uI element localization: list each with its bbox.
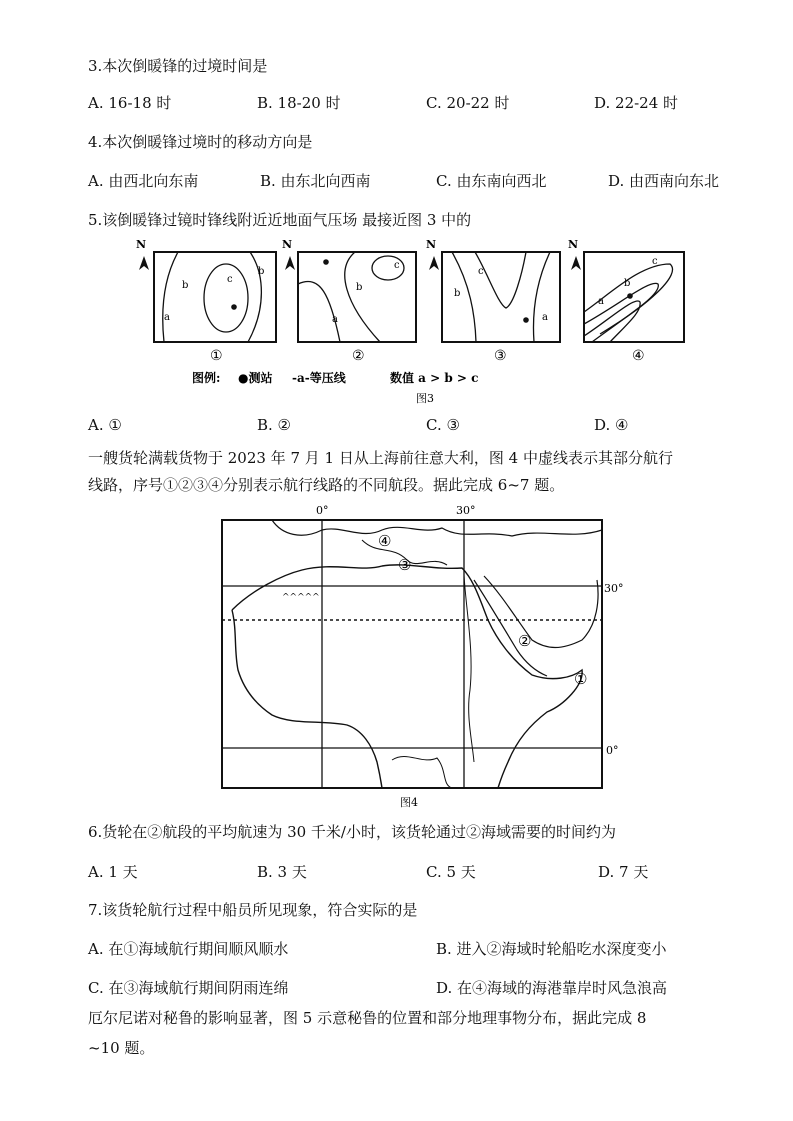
q4-option-b: B. 由东北向西南: [260, 172, 371, 190]
question-7-stem: 7.该货轮航行过程中船员所见现象，符合实际的是: [88, 901, 418, 919]
figure-3-panel-1: [136, 238, 276, 364]
intro-8-10-line-2: ~10 题。: [88, 1039, 155, 1057]
isobar-label-a: a: [164, 312, 170, 323]
question-6-stem: 6.货轮在②航段的平均航速为 30 千米/小时，该货轮通过②海域需要的时间约为: [88, 823, 616, 841]
panel-label-2: ②: [352, 348, 365, 364]
figure-3-isobar-diagram: [130, 234, 690, 406]
north-arrow-icon: [285, 256, 295, 270]
north-label-3: N: [426, 238, 437, 251]
q5-option-c: C. ③: [426, 416, 460, 434]
north-arrow-icon: [139, 256, 149, 270]
station-dot: [627, 293, 633, 299]
north-label-1: N: [136, 238, 147, 251]
question-4-stem: 4.本次倒暖锋过境时的移动方向是: [88, 133, 313, 151]
figure-4-route-map: [212, 500, 624, 812]
q5-option-a: A. ①: [88, 416, 122, 434]
figure-3-panel-2: [282, 238, 416, 364]
lon-label-30: 30°: [456, 504, 476, 517]
isobar-label-a: a: [598, 296, 604, 307]
station-dot: [323, 259, 329, 265]
north-label-4: N: [568, 238, 579, 251]
q3-option-c: C. 20-22 时: [426, 94, 510, 112]
isobar-label-b: b: [182, 280, 189, 291]
figure-3-caption: 图3: [416, 392, 434, 405]
q7-option-d: D. 在④海域的海港靠岸时风急浪高: [436, 979, 668, 997]
q3-option-d: D. 22-24 时: [594, 94, 679, 112]
legend-value: 数值 a > b > c: [390, 371, 479, 385]
q6-option-a: A. 1 天: [88, 863, 138, 881]
figure-3-panel-4: [568, 238, 684, 364]
isobar-label-b: b: [356, 282, 363, 293]
intro-6-7-line-2: 线路，序号①②③④分别表示航行线路的不同航段。据此完成 6~7 题。: [88, 476, 565, 494]
q4-option-d: D. 由西南向东北: [608, 172, 720, 190]
figure-4-caption: 图4: [400, 796, 418, 809]
figure-3-legend: [192, 370, 478, 405]
q4-option-a: A. 由西北向东南: [88, 172, 199, 190]
isobar-label-c: c: [478, 266, 484, 277]
north-arrow-icon: [571, 256, 581, 270]
q7-option-c: C. 在③海域航行期间阴雨连绵: [88, 979, 289, 997]
question-5-stem: 5.该倒暖锋过镜时锋线附近近地面气压场 最接近图 3 中的: [88, 211, 472, 229]
isobar-label-b: b: [454, 288, 461, 299]
segment-label-1: ①: [574, 670, 588, 688]
lat-label-0: 0°: [606, 744, 619, 757]
q5-option-d: D. ④: [594, 416, 629, 434]
q7-option-b: B. 进入②海域时轮船吃水深度变小: [436, 940, 667, 958]
svg-text:^^^^^: ^^^^^: [282, 593, 320, 603]
segment-label-4: ④: [378, 532, 392, 550]
q3-option-b: B. 18-20 时: [257, 94, 341, 112]
isobar-label-c: c: [652, 256, 658, 267]
question-3-stem: 3.本次倒暖锋的过境时间是: [88, 57, 268, 75]
north-arrow-icon: [429, 256, 439, 270]
north-label-2: N: [282, 238, 293, 251]
station-dot: [523, 317, 529, 323]
station-dot: [231, 304, 237, 310]
isobar-label-a: a: [332, 314, 338, 325]
legend-isobar: -a-等压线: [292, 371, 346, 385]
legend-title: 图例:: [192, 371, 221, 385]
panel-label-4: ④: [632, 348, 645, 364]
legend-station: ●测站: [238, 371, 273, 385]
q7-option-a: A. 在①海域航行期间顺风顺水: [88, 940, 289, 958]
isobar-label-b: b: [258, 266, 265, 277]
q6-option-b: B. 3 天: [257, 863, 307, 881]
isobar-label-b: b: [624, 278, 631, 289]
lon-label-0: 0°: [316, 504, 329, 517]
q4-option-c: C. 由东南向西北: [436, 172, 547, 190]
lat-label-30: 30°: [604, 582, 624, 595]
q3-option-a: A. 16-18 时: [88, 94, 172, 112]
intro-8-10-line-1: 厄尔尼诺对秘鲁的影响显著，图 5 示意秘鲁的位置和部分地理事物分布，据此完成 8: [88, 1009, 647, 1027]
segment-label-3: ③: [398, 556, 412, 574]
q6-option-c: C. 5 天: [426, 863, 476, 881]
panel-label-3: ③: [494, 348, 507, 364]
panel-label-1: ①: [210, 348, 223, 364]
isobar-label-c: c: [227, 274, 233, 285]
q5-option-b: B. ②: [257, 416, 292, 434]
figure-3-panel-3: [426, 238, 560, 364]
isobar-label-c: c: [394, 260, 400, 271]
isobar-label-a: a: [542, 312, 548, 323]
segment-label-2: ②: [518, 632, 532, 650]
q6-option-d: D. 7 天: [598, 863, 649, 881]
intro-6-7-line-1: 一艘货轮满载货物于 2023 年 7 月 1 日从上海前往意大利，图 4 中虚线表示其部分航行: [88, 449, 673, 467]
